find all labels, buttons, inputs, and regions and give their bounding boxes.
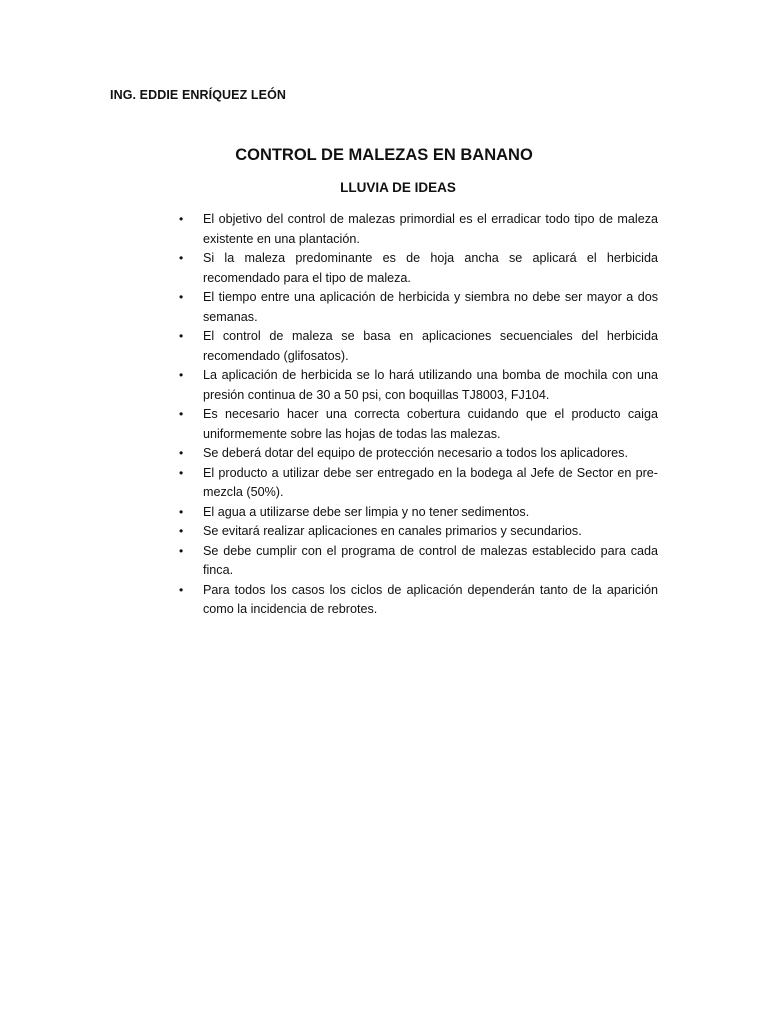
author-name: ING. EDDIE ENRÍQUEZ LEÓN <box>110 88 287 102</box>
list-item <box>176 210 658 249</box>
document-title <box>0 146 768 165</box>
list-item-text: Se debe cumplir con el programa de control de malezas establecido para cada finca. <box>203 543 658 577</box>
list-item-text: Para todos los casos los ciclos de aplicación dependerán tanto de la aparición como la incidencia de rebrotes. <box>203 582 658 616</box>
bullet-icon: • <box>179 407 184 421</box>
list-item-text: Se deberá dotar del equipo de protección necesario a todos los aplicadores. <box>203 446 628 460</box>
list-item-text: El control de maleza se basa en aplicaciones secuenciales del herbicida recomendado (glifosatos). <box>203 329 658 363</box>
document-subtitle <box>0 180 768 195</box>
bullet-icon: • <box>179 329 184 343</box>
bullet-icon: • <box>179 212 184 226</box>
bullet-icon: • <box>179 446 184 460</box>
bullet-icon: • <box>179 251 184 265</box>
bullet-icon: • <box>179 290 184 304</box>
bullet-icon: • <box>179 504 184 519</box>
list-item <box>176 542 658 581</box>
ideas-list <box>176 210 658 620</box>
list-item <box>176 503 658 523</box>
document-title-text: CONTROL DE MALEZAS EN BANANO <box>235 146 533 164</box>
list-item <box>176 444 658 464</box>
list-item <box>176 249 658 288</box>
list-item-text: El tiempo entre una aplicación de herbicida y siembra no debe ser mayor a dos semanas. <box>203 290 658 324</box>
list-item-text: El producto a utilizar debe ser entregado en la bodega al Jefe de Sector en pre-mezcla (50%). <box>203 465 658 499</box>
list-item-text: Se evitará realizar aplicaciones en canales primarios y secundarios. <box>203 524 582 538</box>
bullet-icon: • <box>179 524 184 538</box>
bullet-icon: • <box>179 368 184 382</box>
document-subtitle-text: LLUVIA DE IDEAS <box>340 180 456 195</box>
list-item <box>176 464 658 503</box>
bullet-icon: • <box>179 543 184 558</box>
list-item <box>176 288 658 327</box>
list-item <box>176 327 658 366</box>
list-item <box>176 581 658 620</box>
list-item-text: Es necesario hacer una correcta cobertura cuidando que el producto caiga uniformemente sobre las hojas de todas las malezas. <box>203 407 658 441</box>
list-item <box>176 405 658 444</box>
list-item-text: El agua a utilizarse debe ser limpia y no tener sedimentos. <box>203 504 530 519</box>
bullet-icon: • <box>179 465 184 480</box>
bullet-icon: • <box>179 582 184 597</box>
list-item-text: La aplicación de herbicida se lo hará utilizando una bomba de mochila con una presión continua de 30 a 50 psi, con boquillas TJ8003, FJ104. <box>203 368 658 402</box>
list-item-text: Si la maleza predominante es de hoja ancha se aplicará el herbicida recomendado para el tipo de maleza. <box>203 251 658 285</box>
list-item <box>176 366 658 405</box>
list-item <box>176 522 658 542</box>
list-item-text: El objetivo del control de malezas primordial es el erradicar todo tipo de maleza existente en una plantación. <box>203 212 658 246</box>
